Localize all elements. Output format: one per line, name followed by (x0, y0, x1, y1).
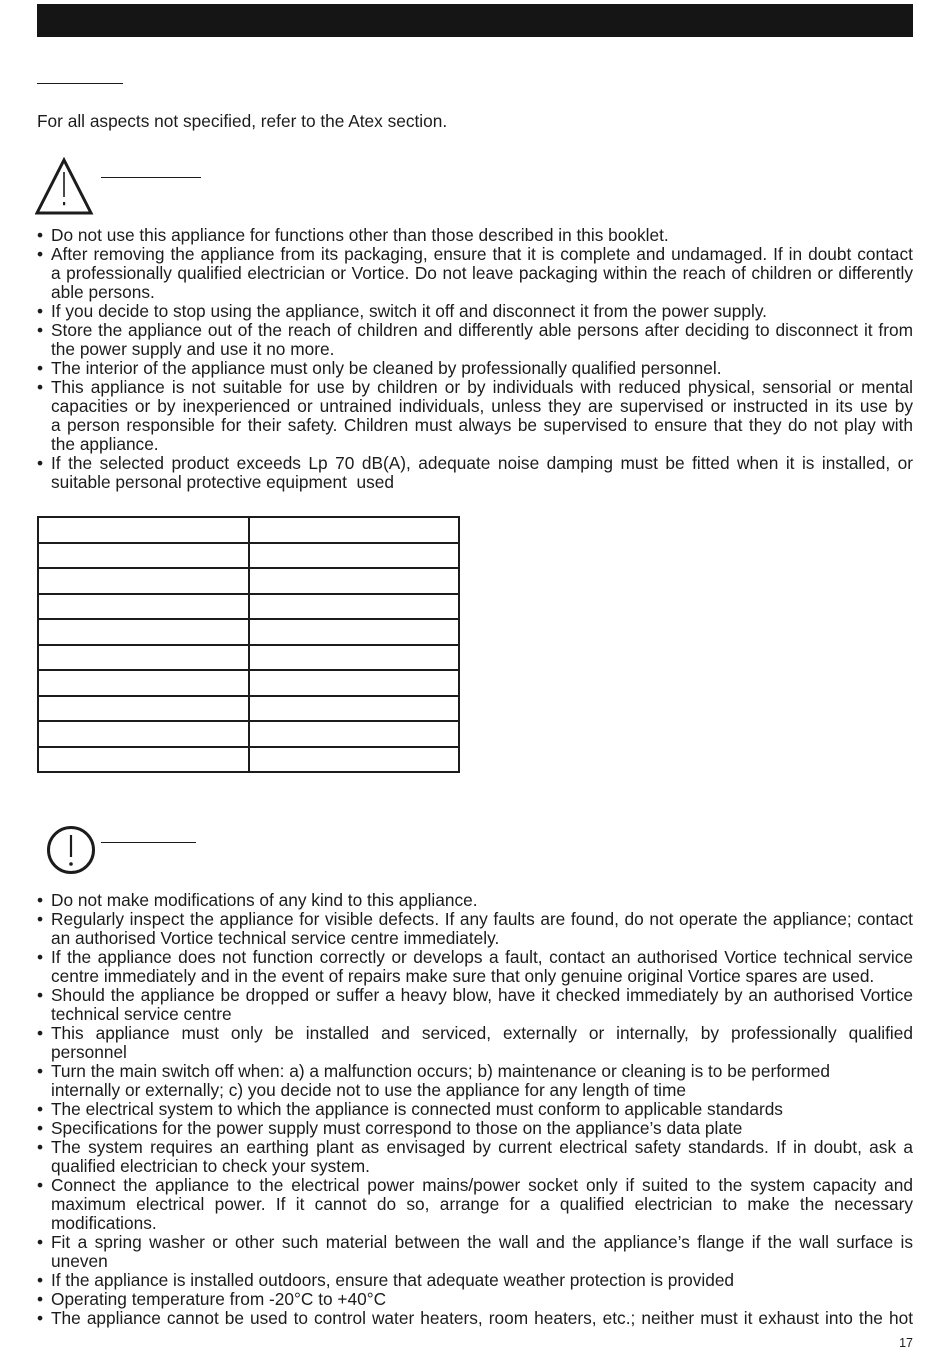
item-line: internally or externally; c) you decide not to use the appliance for any length of time (51, 1080, 686, 1100)
caution-list (37, 891, 913, 1328)
table-cell (39, 722, 250, 748)
item-line: qualified electrician to check your system. (51, 1156, 370, 1176)
item-line: • Store the appliance out of the reach of children and differently able persons after deciding to disconnect it from (51, 320, 913, 340)
caution-list-item (37, 986, 913, 1024)
warning-list-item (37, 321, 913, 359)
caution-list-item (37, 1233, 913, 1271)
heading-underline (101, 177, 201, 178)
caution-list-item (37, 1176, 913, 1233)
item-line: personnel (51, 1042, 127, 1062)
item-line: • Specifications for the power supply must correspond to those on the appliance’s data plate (51, 1118, 743, 1138)
caution-list-item (37, 891, 913, 910)
intro-text: For all aspects not specified, refer to the Atex section. (37, 111, 448, 131)
item-line: uneven (51, 1251, 108, 1271)
table-cell (250, 646, 460, 672)
item-line: • This appliance is not suitable for use by children or by individuals with reduced physical, sensorial or mental (51, 377, 913, 397)
caution-list-item (37, 910, 913, 948)
page-number: 17 (899, 1336, 913, 1350)
table-cell (250, 518, 460, 544)
item-line: a professionally qualified electrician or Vortice. Do not leave packaging within the reach of children or differently (51, 263, 913, 283)
item-line: • Do not make modifications of any kind to this appliance. (51, 890, 478, 910)
item-line: the power supply and use it no more. (51, 339, 335, 359)
header-bar (37, 4, 913, 37)
item-line: • If the appliance does not function correctly or develops a fault, contact an authorised Vortice technical service (51, 947, 913, 967)
caution-list-item (37, 1138, 913, 1176)
table-cell (250, 595, 460, 621)
item-line: • This appliance must only be installed and serviced, externally or internally, by professionally qualified (51, 1023, 913, 1043)
item-line: • Do not use this appliance for functions other than those described in this booklet. (51, 225, 669, 245)
table-cell (39, 671, 250, 697)
item-line: able persons. (51, 282, 155, 302)
item-line: • If the appliance is installed outdoors, ensure that adequate weather protection is provided (51, 1270, 735, 1290)
item-line: a person responsible for their safety. Children must always be supervised to ensure that they do not play with (51, 415, 913, 435)
caution-list-item (37, 1290, 913, 1309)
table-cell (250, 620, 460, 646)
item-line: • After removing the appliance from its packaging, ensure that it is complete and undamaged. If in doubt contact (51, 244, 913, 264)
table-cell (39, 697, 250, 723)
item-line: • If you decide to stop using the appliance, switch it off and disconnect it from the power supply. (51, 301, 767, 321)
table-cell (39, 748, 250, 774)
table-cell (250, 748, 460, 774)
item-line: • The electrical system to which the appliance is connected must conform to applicable standards (51, 1099, 783, 1119)
item-line: an authorised Vortice technical service centre immediately. (51, 928, 500, 948)
item-line: maximum electrical power. If it cannot do so, arrange for a qualified electrician to make the necessary (51, 1194, 913, 1214)
item-line: centre immediately and in the event of repairs make sure that only genuine original Vortice spares are used. (51, 966, 875, 986)
caution-list-item (37, 1024, 913, 1062)
item-line: • The interior of the appliance must only be cleaned by professionally qualified personnel. (51, 358, 722, 378)
table-cell (39, 646, 250, 672)
item-line: • Should the appliance be dropped or suffer a heavy blow, have it checked immediately by an authorised Vortice (51, 985, 913, 1005)
item-line: capacities or by inexperienced or untrained individuals, unless they are supervised or instructed in its use by (51, 396, 913, 416)
heading-underline (101, 842, 196, 843)
item-line: • Connect the appliance to the electrical power mains/power socket only if suited to the system capacity and (51, 1175, 913, 1195)
item-line: • The appliance cannot be used to control water heaters, room heaters, etc.; neither must it exhaust into the hot (51, 1308, 913, 1328)
item-line: • Operating temperature from -20°C to +40°C (51, 1289, 387, 1309)
warning-list-item (37, 226, 913, 245)
item-line: • If the selected product exceeds Lp 70 dB(A), adequate noise damping must be fitted when it is installed, or (51, 453, 913, 473)
table-cell (250, 671, 460, 697)
caution-list-item (37, 948, 913, 986)
table-cell (250, 569, 460, 595)
table-cell (250, 697, 460, 723)
warning-list-item (37, 245, 913, 302)
item-line: • Regularly inspect the appliance for visible defects. If any faults are found, do not operate the appliance; contact (51, 909, 913, 929)
blank-table (37, 516, 460, 773)
warning-list (37, 226, 913, 492)
item-line: • Fit a spring washer or other such material between the wall and the appliance’s flange if the wall surface is (51, 1232, 913, 1252)
item-line: modifications. (51, 1213, 157, 1233)
table-cell (39, 518, 250, 544)
table-cell (39, 620, 250, 646)
item-line: the appliance. (51, 434, 159, 454)
item-line: • Turn the main switch off when: a) a malfunction occurs; b) maintenance or cleaning is to be performed (51, 1061, 831, 1081)
warning-triangle-icon (35, 157, 95, 217)
table-cell (250, 544, 460, 570)
warning-list-item (37, 378, 913, 454)
warning-list-item (37, 302, 913, 321)
table-cell (39, 569, 250, 595)
table-cell (39, 544, 250, 570)
table-cell (250, 722, 460, 748)
warning-list-item (37, 454, 913, 492)
warning-list-item (37, 359, 913, 378)
caution-list-item (37, 1062, 913, 1100)
item-line: technical service centre (51, 1004, 232, 1024)
exclamation-circle-icon (45, 824, 97, 876)
item-line: • The system requires an earthing plant as envisaged by current electrical safety standards. If in doubt, ask a (51, 1137, 913, 1157)
table-cell (39, 595, 250, 621)
caution-list-item (37, 1119, 913, 1138)
heading-underline (37, 83, 123, 84)
item-line: suitable personal protective equipment used (51, 472, 394, 492)
caution-list-item (37, 1100, 913, 1119)
caution-list-item (37, 1271, 913, 1290)
caution-list-item (37, 1309, 913, 1328)
